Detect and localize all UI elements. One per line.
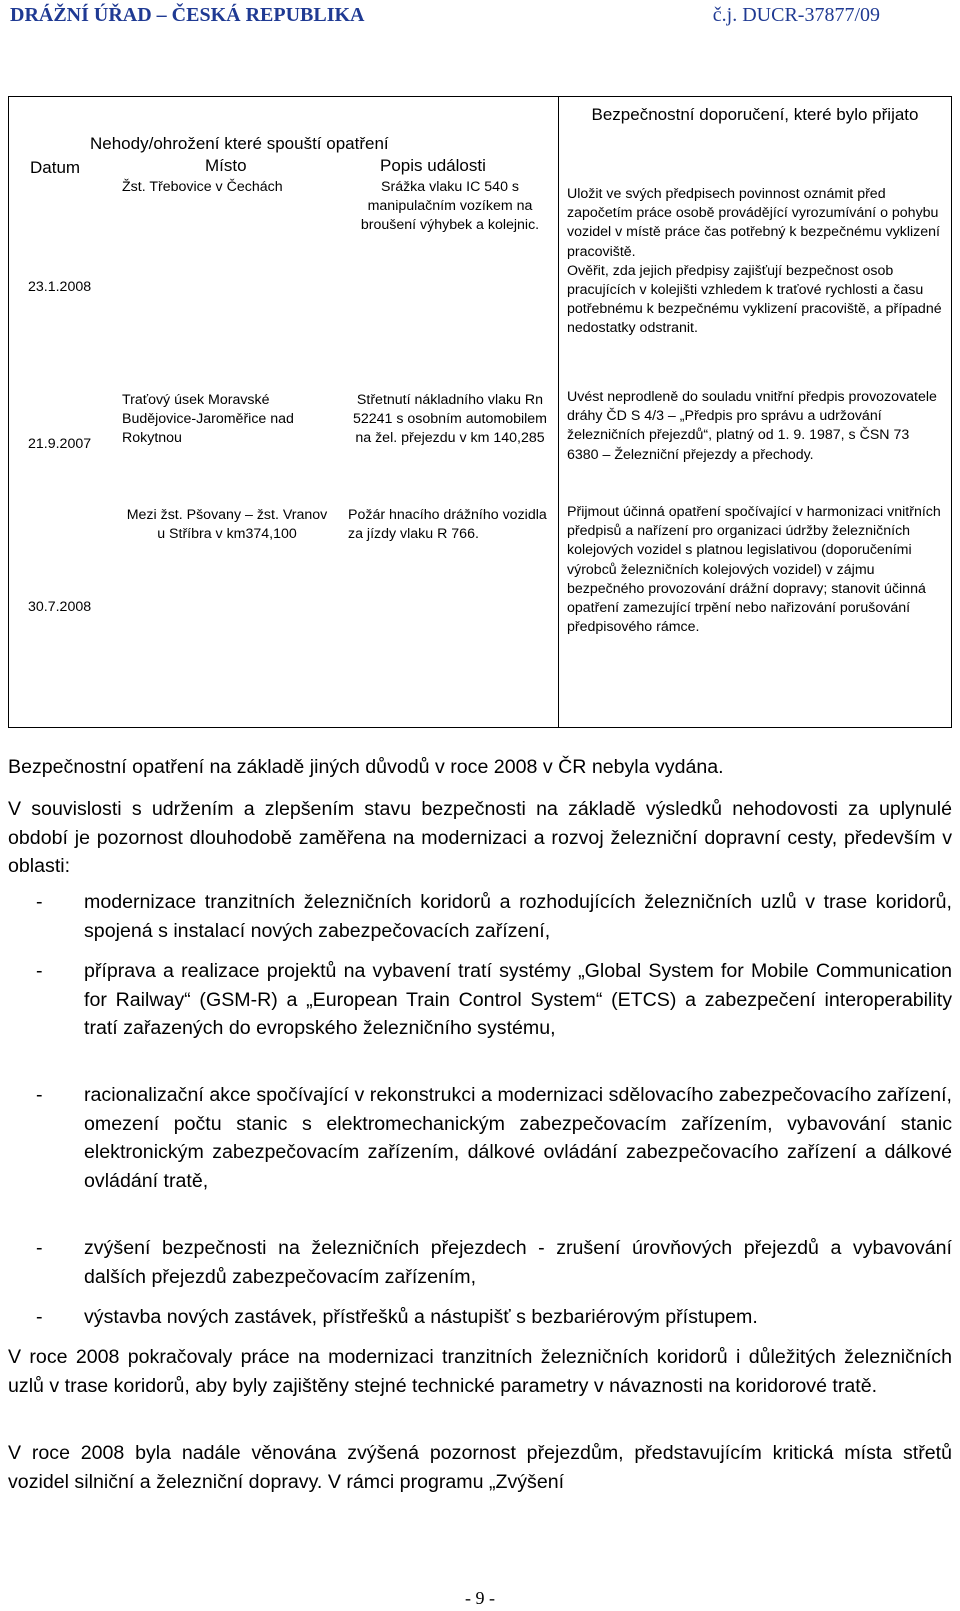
- authority-name: DRÁŽNÍ ÚŘAD – ČESKÁ REPUBLIKA: [10, 4, 365, 26]
- header-measure: Bezpečnostní doporučení, které bylo přijato: [591, 105, 919, 124]
- table-border-left: [8, 96, 9, 728]
- bullet-text: zvýšení bezpečnosti na železničních přejezdech - zrušení úrovňových přejezdů a vybavování dalších přejezdů zabezpečovacím zařízením,: [84, 1237, 952, 1288]
- header-description: Popis události: [380, 156, 486, 175]
- row2-description: Střetnutí nákladního vlaku Rn 52241 s osobním automobilem na žel. přejezdu v km 140,285: [352, 392, 547, 447]
- header-date: Datum: [30, 158, 81, 177]
- bullet-text: výstavba nových zastávek, přístřešků a nástupišť s bezbariérovým přístupem.: [84, 1306, 758, 1328]
- table-border-right: [951, 96, 952, 728]
- table-border-bottom: [8, 727, 952, 728]
- table-border-top: [8, 96, 952, 97]
- row2-date: 21.9.2007: [28, 436, 92, 452]
- bullet-text: příprava a realizace projektů na vybavení tratí systémy „Global System for Mobile Communication for Railway“ (GSM-R) a „European Train Control System“ (ETCS) a zabezpečení interoperability tratí zařazených do evropského železničního systému,: [84, 960, 952, 1039]
- row3-date: 30.7.2008: [28, 599, 92, 615]
- row3-place: Mezi žst. Pšovany – žst. Vranov u Stříbra v km374,100: [126, 507, 328, 543]
- row2-place: Traťový úsek Moravské Budějovice-Jaroměřice nad Rokytnou: [122, 392, 294, 447]
- bullet-dash: -: [36, 1237, 43, 1259]
- row1-description: Srážka vlaku IC 540 s manipulačním vozíkem na broušení výhybek a kolejnic.: [360, 179, 540, 234]
- bullet-text: modernizace tranzitních železničních koridorů a rozhodujících železničních uzlů v trase koridorů, spojená s instalací nových zabezpečovacích zařízení,: [84, 891, 952, 942]
- row3-description: Požár hnacího drážního vozidla za jízdy vlaku R 766.: [348, 507, 547, 543]
- bullet-dash: -: [36, 1084, 43, 1106]
- row1-place: Žst. Třebovice v Čechách: [122, 179, 283, 195]
- measures-table: [8, 96, 952, 728]
- page-number: - 9 -: [465, 1588, 495, 1608]
- paragraph-corridors: V roce 2008 pokračovaly práce na modernizaci tranzitních železničních koridorů i důležitých železničních uzlů v trase koridorů, aby byly zajištěny stejné technické parametry v návaznosti na koridorové tratě.: [8, 1346, 952, 1397]
- bullet-text: racionalizační akce spočívající v rekonstrukci a modernizaci sdělovacího zabezpečovacího zařízení, omezení počtu stanic s elektromechanickým zabezpečovacím zařízením, vybavování stanic elektronickým zabezpečovacím zařízením, dálkové ovládání zabezpečovacího zařízení a dálkové ovládání tratě,: [84, 1084, 952, 1192]
- paragraph-no-measures: Bezpečnostní opatření na základě jiných důvodů v roce 2008 v ČR nebyla vydána.: [8, 756, 724, 778]
- group-header: Nehody/ohrožení které spouští opatření: [90, 134, 389, 153]
- bullet-dash: -: [36, 1306, 43, 1328]
- paragraph-intro: V souvislosti s udržením a zlepšením stavu bezpečnosti na základě výsledků nehodovosti za uplynulé období je pozornost dlouhodobě zaměřena na modernizaci a rozvoj železniční dopravní cesty, především v oblasti:: [8, 798, 952, 877]
- row2-measure: Uvést neprodleně do souladu vnitřní předpis provozovatele dráhy ČD S 4/3 – „Předpis pro správu a udržování železničních přejezdů“, platný od 1. 9. 1987, s ČSN 73 6380 – Železniční přejezdy a přechody.: [567, 389, 937, 463]
- reference-number: č.j. DUCR-37877/09: [712, 4, 880, 26]
- document-header: [10, 4, 880, 34]
- header-place: Místo: [205, 156, 247, 175]
- row3-measure: Přijmout účinná opatření spočívající v harmonizaci vnitřních předpisů a nařízení pro organizaci údržby železničních kolejových vozidel s platnou legislativou (doporučeními výrobců železničních kolejových vozidel) v zájmu bezpečného provozování drážní dopravy; stanovit účinná opatření zamezující trpění nebo nařizování porušování předpisového rámce.: [567, 504, 941, 636]
- row1-measure: Uložit ve svých předpisech povinnost oznámit před započetím práce osobě provádějící vyrozumívání o pohybu vozidel v místě práce čas potřebný k bezpečnému vyklizení pracoviště. Ověřit, zda jejich předpisy zajišťují bezpečnost osob pracujících v kolejišti vzhledem k traťové rychlosti a času potřebnému k bezpečnému vyklizení pracoviště, a případné nedostatky odstranit.: [567, 186, 942, 337]
- bullet-dash: -: [36, 891, 43, 913]
- table-border-middle: [558, 96, 559, 728]
- row1-date: 23.1.2008: [28, 279, 92, 295]
- bullet-dash: -: [36, 960, 43, 982]
- paragraph-crossings: V roce 2008 byla nadále věnována zvýšená pozornost přejezdům, představujícím kritická místa střetů vozidel silniční a železniční dopravy. V rámci programu „Zvýšení: [8, 1442, 952, 1493]
